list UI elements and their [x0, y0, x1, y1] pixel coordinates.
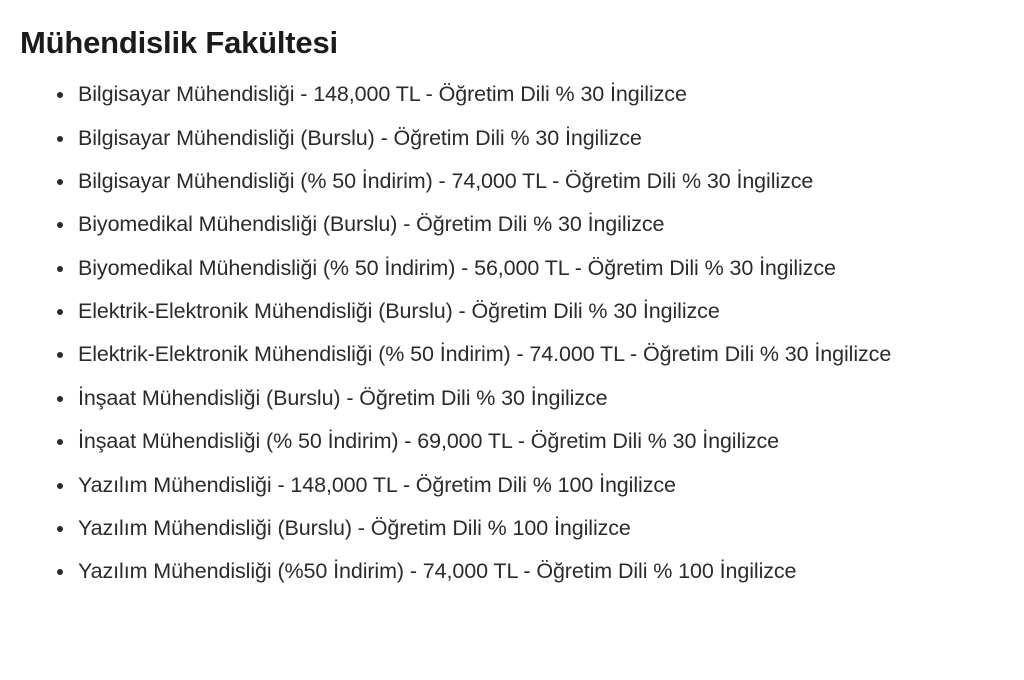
- list-item: [16, 513, 1008, 544]
- program-label: Yazılım Mühendisliği (%50 İndirim) - 74,000 TL - Öğretim Dili % 100 İngilizce: [78, 559, 797, 584]
- program-label: İnşaat Mühendisliği (Burslu) - Öğretim Dili % 30 İngilizce: [78, 385, 608, 410]
- list-item: [16, 339, 1008, 370]
- list-item: [16, 470, 1008, 501]
- program-label: Biyomedikal Mühendisliği (% 50 İndirim) - 56,000 TL - Öğretim Dili % 30 İngilizce: [78, 255, 836, 280]
- list-item: [16, 556, 1008, 587]
- list-item: [16, 166, 1008, 197]
- list-item: [16, 383, 1008, 414]
- list-item: [16, 253, 1008, 284]
- program-label: Biyomedikal Mühendisliği (Burslu) - Öğretim Dili % 30 İngilizce: [78, 212, 665, 237]
- program-label: Bilgisayar Mühendisliği (% 50 İndirim) - 74,000 TL - Öğretim Dili % 30 İngilizce: [78, 168, 814, 193]
- program-label: Bilgisayar Mühendisliği - 148,000 TL - Öğretim Dili % 30 İngilizce: [78, 82, 687, 107]
- list-item: [16, 296, 1008, 327]
- page-title: Mühendislik Fakültesi: [20, 25, 338, 60]
- program-label: Yazılım Mühendisliği - 148,000 TL - Öğretim Dili % 100 İngilizce: [78, 472, 676, 497]
- list-item: [16, 209, 1008, 240]
- program-list: [16, 79, 1008, 588]
- list-item: [16, 79, 1008, 110]
- program-label: İnşaat Mühendisliği (% 50 İndirim) - 69,000 TL - Öğretim Dili % 30 İngilizce: [78, 429, 779, 454]
- list-item: [16, 123, 1008, 154]
- program-label: Yazılım Mühendisliği (Burslu) - Öğretim Dili % 100 İngilizce: [78, 515, 631, 540]
- list-item: [16, 426, 1008, 457]
- program-label: Elektrik-Elektronik Mühendisliği (Burslu) - Öğretim Dili % 30 İngilizce: [78, 299, 720, 324]
- program-label: Bilgisayar Mühendisliği (Burslu) - Öğretim Dili % 30 İngilizce: [78, 125, 642, 150]
- program-label: Elektrik-Elektronik Mühendisliği (% 50 İndirim) - 74.000 TL - Öğretim Dili % 30 İngilizce: [78, 342, 892, 367]
